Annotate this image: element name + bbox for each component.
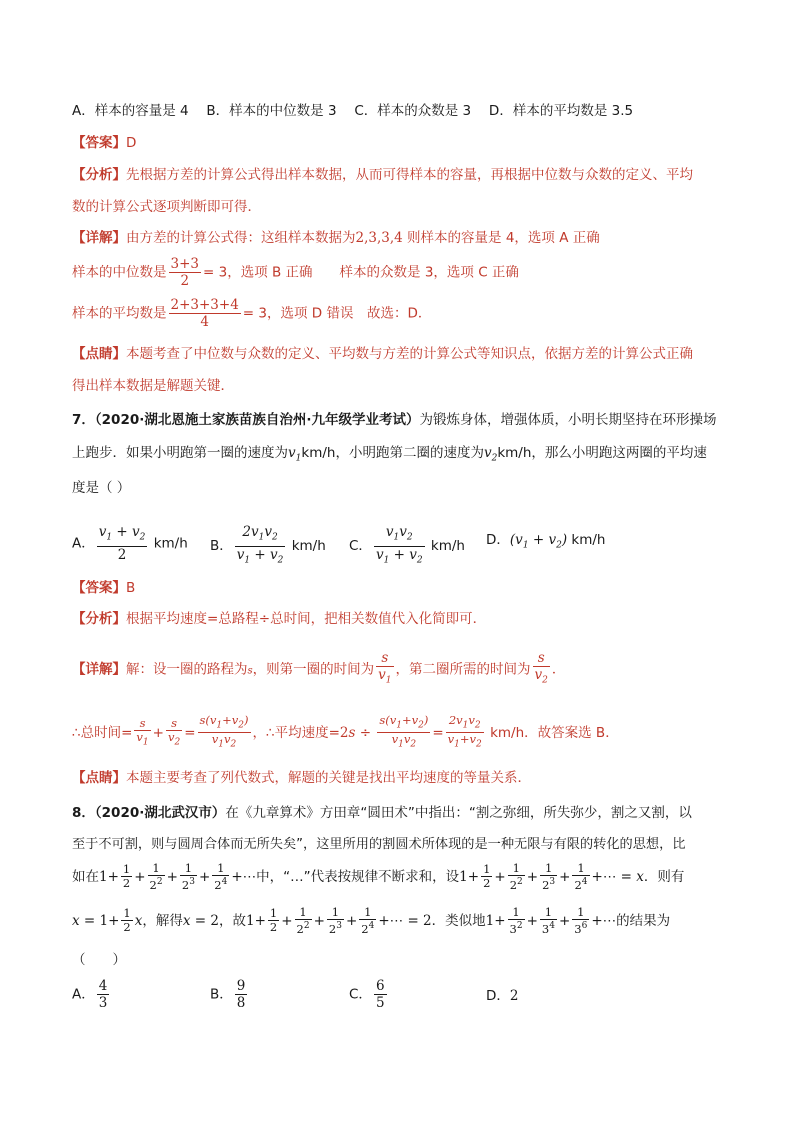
- data-list: 2,3,3,4: [355, 230, 403, 246]
- q6-comment-2: 得出样本数据是解题关键．: [72, 378, 234, 394]
- stem-text: km/h，小明跑第二圈的速度为: [301, 445, 484, 461]
- option-c-fraction: $\frac{v_1v_2}{v_1 + v_2}$: [375, 524, 423, 566]
- analysis-tag: 【分析】: [72, 167, 126, 183]
- median-result: = 3，选项 B 正确 样本的众数是 3，选项 C 正确: [203, 264, 519, 281]
- stem-text: 上跑步．如果小明跑第一圈的速度为: [72, 445, 288, 461]
- q6-mean-line: [72, 297, 431, 330]
- option-label: B．: [210, 538, 233, 555]
- mean-denominator: 4: [200, 314, 209, 330]
- detail-conclusion: km/h．故答案选 B．: [490, 724, 619, 741]
- q7-option-b: [210, 524, 326, 568]
- question-source: （2020·湖北武汉市）: [94, 805, 226, 821]
- q7-analysis: [72, 609, 486, 629]
- question-stem: 为锻炼身体，增强体质，小明长期坚持在环形操场: [419, 412, 717, 428]
- mean-fraction: [169, 297, 241, 330]
- median-numerator: 3+3: [170, 256, 199, 272]
- option-label: A．: [72, 535, 95, 552]
- comment-text: 本题主要考查了列代数式，解题的关键是找出平均速度的等量关系．: [126, 770, 531, 786]
- stem-text: 如在: [72, 868, 99, 885]
- question-number: 8．: [72, 805, 95, 821]
- q7-option-c: [349, 524, 465, 568]
- option-a-fraction: $\frac{4}{3}$: [98, 978, 108, 1011]
- detail-text: ，则第一圈的时间为: [252, 661, 375, 678]
- question-stem: 在《九章算术》方田章“圆田术”中指出：“割之弥细，所失弥少，割之又割，以: [225, 805, 692, 821]
- stem-text: ．则有: [643, 868, 685, 885]
- option-c-fraction: $\frac{6}{5}$: [375, 978, 385, 1011]
- option-b-fraction: $\frac{2v_1v_2}{v_1 + v_2}$: [236, 524, 284, 566]
- option-label: A．: [72, 986, 95, 1003]
- option-d-value: 2: [509, 988, 519, 1004]
- q6-analysis-1: [72, 165, 693, 185]
- detail-text: ．: [551, 661, 566, 678]
- stem-text: km/h，那么小明跑这两圈的平均速: [497, 445, 707, 461]
- mean-label: 样本的平均数是: [72, 305, 167, 322]
- q8-stem-4: x = 1+ $\frac{1}{2}$ x，解得x = 2，故1+ $\frac{1}{2}$ + $\frac{1}{2^2}$ + $\frac{1}{2^3}$ + $\frac{1}{2^4}$ +⋯ = 2．类似地1+ $\frac{1}{3^2}$ + $\frac{1}{3^4}$ + $\frac{1}{3^6}$ +⋯的结果为: [72, 905, 671, 936]
- option-label: D．: [486, 988, 510, 1004]
- analysis-tag: 【分析】: [72, 611, 126, 627]
- mean-numerator: 2+3+3+4: [170, 297, 239, 313]
- q8-stem-2: 至于不可割，则与圆周合体而无所失矣”，这里所用的割圆术所体现的是一种无限与有限的转化的思想，比: [72, 837, 686, 852]
- second-lap-time: $\frac{s}{v_2}$: [534, 650, 548, 686]
- detail-text: 解：设一圈的路程为: [126, 661, 248, 678]
- q7-stem-1: [72, 410, 717, 430]
- stem-text: ，解得: [142, 912, 183, 929]
- q7-answer-line: [72, 578, 135, 598]
- answer-value: D: [126, 135, 137, 151]
- unit: km/h: [153, 535, 188, 552]
- comment-text: 本题考查了中位数与众数的定义、平均数与方差的计算公式等知识点，依据方差的计算公式正确: [126, 346, 693, 362]
- q7-detail-2: ∴总时间= $\frac{s}{v_1}$ + $\frac{s}{v_2}$ = $\frac{s(v_1+v_2)}{v_1v_2}$ ，∴平均速度=2s ÷ $\frac{s(v_1+v_2)}{v_1v_2}$ = $\frac{2v_1v_2}{v_1+v_2}$ km/h．故答案选 B．: [72, 713, 619, 750]
- option-label: C．: [349, 538, 372, 555]
- q8-stem-5: （ ）: [72, 952, 126, 968]
- stem-text: 中，“…”代表按规律不断求和，设: [256, 868, 460, 885]
- unit: km/h: [430, 538, 465, 555]
- detail-tag: 【详解】: [72, 230, 126, 246]
- answer-tag: 【答案】: [72, 135, 126, 151]
- option-label: C．: [349, 986, 372, 1003]
- comment-tag: 【点睛】: [72, 346, 126, 362]
- analysis-text: 根据平均速度=总路程÷总时间，把相关数值代入化简即可．: [126, 611, 487, 627]
- q6-detail-1: [72, 228, 600, 248]
- mean-result: = 3，选项 D 错误 故选：D．: [242, 305, 432, 322]
- q8-option-a: [72, 978, 111, 1011]
- q7-option-d: D．$(v_1 + v_2)$ km/h: [486, 532, 606, 551]
- detail-text: ，第二圈所需的时间为: [395, 661, 531, 678]
- q8-stem-1: [72, 803, 692, 823]
- comment-tag: 【点睛】: [72, 770, 126, 786]
- q6-comment-1: [72, 344, 693, 364]
- q8-stem-3: 如在1+ $\frac{1}{2}$ + $\frac{1}{2^2}$ + $\frac{1}{2^3}$ + $\frac{1}{2^4}$ +⋯中，“…”代表按规律不断求和，设1+ $\frac{1}{2}$ + $\frac{1}{2^2}$ + $\frac{1}{2^3}$ + $\frac{1}{2^4}$ +⋯ = x．则有: [72, 861, 685, 892]
- detail-tag: 【详解】: [72, 661, 126, 678]
- answer-tag: 【答案】: [72, 580, 126, 596]
- median-fraction: [169, 256, 202, 289]
- stem-text: ，故: [218, 912, 246, 929]
- q6-options: A．样本的容量是 4 B．样本的中位数是 3 C．样本的众数是 3 D．样本的平均数是 3.5: [72, 103, 634, 119]
- v1-symbol: $v_1$: [288, 445, 302, 464]
- question-source: （2020·湖北恩施土家族苗族自治州·九年级学业考试）: [94, 412, 420, 428]
- median-label: 样本的中位数是: [72, 264, 167, 281]
- q6-analysis-2: 数的计算公式逐项判断即可得．: [72, 199, 261, 215]
- stem-text: 的结果为: [616, 912, 671, 929]
- q8-option-d: [486, 986, 519, 1006]
- option-label: B．: [210, 986, 233, 1003]
- answer-value: B: [126, 580, 136, 596]
- q7-stem-2: [72, 443, 707, 469]
- option-a-fraction: $\frac{v_1 + v_2}{2}$: [98, 524, 146, 563]
- q6-answer-line: [72, 133, 136, 153]
- q6-median-line: [72, 256, 519, 289]
- option-b-fraction: $\frac{9}{8}$: [236, 978, 246, 1011]
- q7-stem-3: 度是（ ）: [72, 480, 131, 496]
- q7-comment: [72, 768, 531, 788]
- unit: km/h: [291, 538, 326, 555]
- analysis-text: 先根据方差的计算公式得出样本数据，从而可得样本的容量，再根据中位数与众数的定义、平均: [126, 167, 693, 183]
- detail-text: 由方差的计算公式得：这组样本数据为: [126, 230, 356, 246]
- v2-symbol: $v_2$: [483, 445, 498, 464]
- avg-speed-label: ，∴平均速度=: [252, 724, 340, 741]
- q7-detail-1: 【详解】解：设一圈的路程为s，则第一圈的时间为 $\frac{s}{v_1}$ ，第二圈所需的时间为 $\frac{s}{v_2}$ ．: [72, 650, 565, 689]
- unit: km/h: [571, 532, 606, 548]
- median-denominator: 2: [180, 273, 190, 289]
- detail-text: 则样本的容量是 4，选项 A 正确: [402, 230, 600, 246]
- q8-option-b: [210, 978, 249, 1011]
- q7-option-a: [72, 524, 188, 563]
- stem-text: ．类似地: [431, 912, 486, 929]
- option-label: D．: [486, 532, 510, 548]
- first-lap-time: $\frac{s}{v_1}$: [378, 650, 392, 686]
- q8-option-c: [349, 978, 389, 1011]
- question-number: 7．: [72, 412, 95, 428]
- total-time-label: ∴总时间=: [72, 724, 133, 741]
